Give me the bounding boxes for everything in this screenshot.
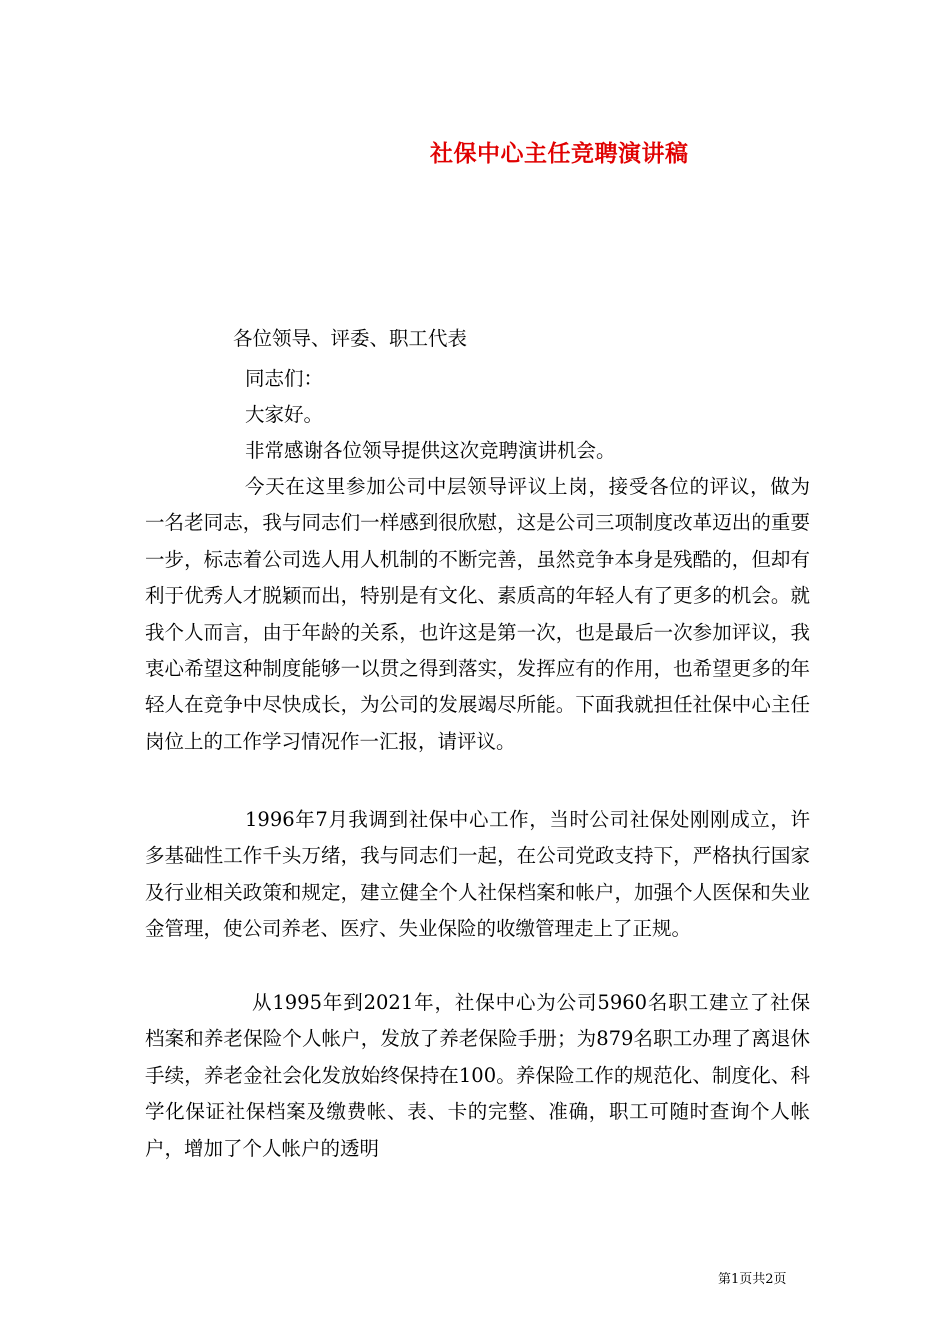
salutation-leaders: 各位领导、评委、职工代表 — [233, 327, 468, 350]
greeting: 大家好。 — [245, 403, 324, 426]
paragraph-2-text: 1996年7月我调到社保中心工作，当时公司社保处刚刚成立，许多基础性工作千头万绪，我与同志们一起，在公司党政支持下，严格执行国家及行业相关政策和规定，建立健全个人社保档案和帐户，加强个人医保和失业金管理，使公司养老、医疗、失业保险的收缴管理走上了正规。 — [145, 808, 810, 941]
paragraph-1-text: 今天在这里参加公司中层领导评议上岗，接受各位的评议，做为一名老同志，我与同志们一样感到很欣慰，这是公司三项制度改革迈出的重要一步，标志着公司选人用人机制的不断完善，虽然竞争本身是残酷的，但却有利于优秀人才脱颖而出，特别是有文化、素质高的年轻人有了更多的机会。就我个人而言，由于年龄的关系，也许这是第一次，也是最后一次参加评议，我衷心希望这种制度能够一以贯之得到落实，发挥应有的作用，也希望更多的年轻人在竞争中尽快成长，为公司的发展竭尽所能。下面我就担任社保中心主任岗位上的工作学习情况作一汇报，请评议。 — [145, 475, 810, 753]
paragraph-3-text: 从1995年到2021年，社保中心为公司5960名职工建立了社保档案和养老保险个人帐户，发放了养老保险手册；为879名职工办理了离退休手续，养老金社会化发放始终保持在100。养保险工作的规范化、制度化、科学化保证社保档案及缴费帐、表、卡的完整、准确，职工可随时查询个人帐户，增加了个人帐户的透明 — [145, 991, 810, 1160]
paragraph-2 — [145, 802, 810, 948]
page-number-footer: 第1页共2页 — [718, 1272, 787, 1287]
paragraph-3 — [145, 985, 810, 1167]
salutation-comrades: 同志们： — [245, 367, 324, 390]
paragraph-1 — [145, 469, 810, 760]
thanks-line: 非常感谢各位领导提供这次竞聘演讲机会。 — [245, 439, 616, 462]
document-title: 社保中心主任竞聘演讲稿 — [430, 140, 689, 167]
